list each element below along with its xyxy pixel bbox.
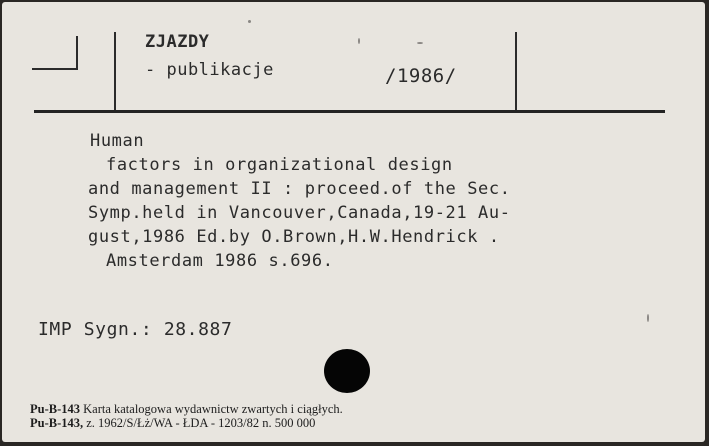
paper-speck [248,20,251,23]
subsection-heading: - publikacje [145,60,274,80]
header-divider-left [114,32,116,112]
catalog-card [2,2,705,442]
entry-line-2: factors in organizational design [106,155,453,175]
signature-value: 28.887 [163,319,233,340]
entry-line-4: Symp.held in Vancouver,Canada,19-21 Au- [88,203,511,223]
signature [38,319,232,340]
entry-line-5: gust,1986 Ed.by O.Brown,H.W.Hendrick . [88,227,500,247]
header-divider-right [515,32,517,112]
footer-line-2 [30,416,315,431]
header-rule [34,110,665,113]
paper-speck [417,42,423,44]
paper-speck [358,38,360,44]
footer-code-2: Pu-B-143, [30,416,84,430]
year-heading: /1986/ [385,65,457,87]
signature-label: IMP Sygn.: [38,319,153,340]
section-heading: ZJAZDY [145,32,210,52]
footer-text-1: Karta katalogowa wydawnictw zwartych i ciągłych. [83,402,343,416]
entry-line-1: Human [90,131,145,151]
corner-mark [32,36,78,70]
footer-code-1: Pu-B-143 [30,402,80,416]
entry-line-3: and management II : proceed.of the Sec. [88,179,511,199]
entry-line-6: Amsterdam 1986 s.696. [106,251,334,271]
punch-hole [324,349,370,393]
footer-text-2: z. 1962/S/Łż/WA - ŁDA - 1203/82 n. 500 000 [86,416,316,430]
footer-line-1 [30,402,343,417]
paper-speck [647,314,649,322]
